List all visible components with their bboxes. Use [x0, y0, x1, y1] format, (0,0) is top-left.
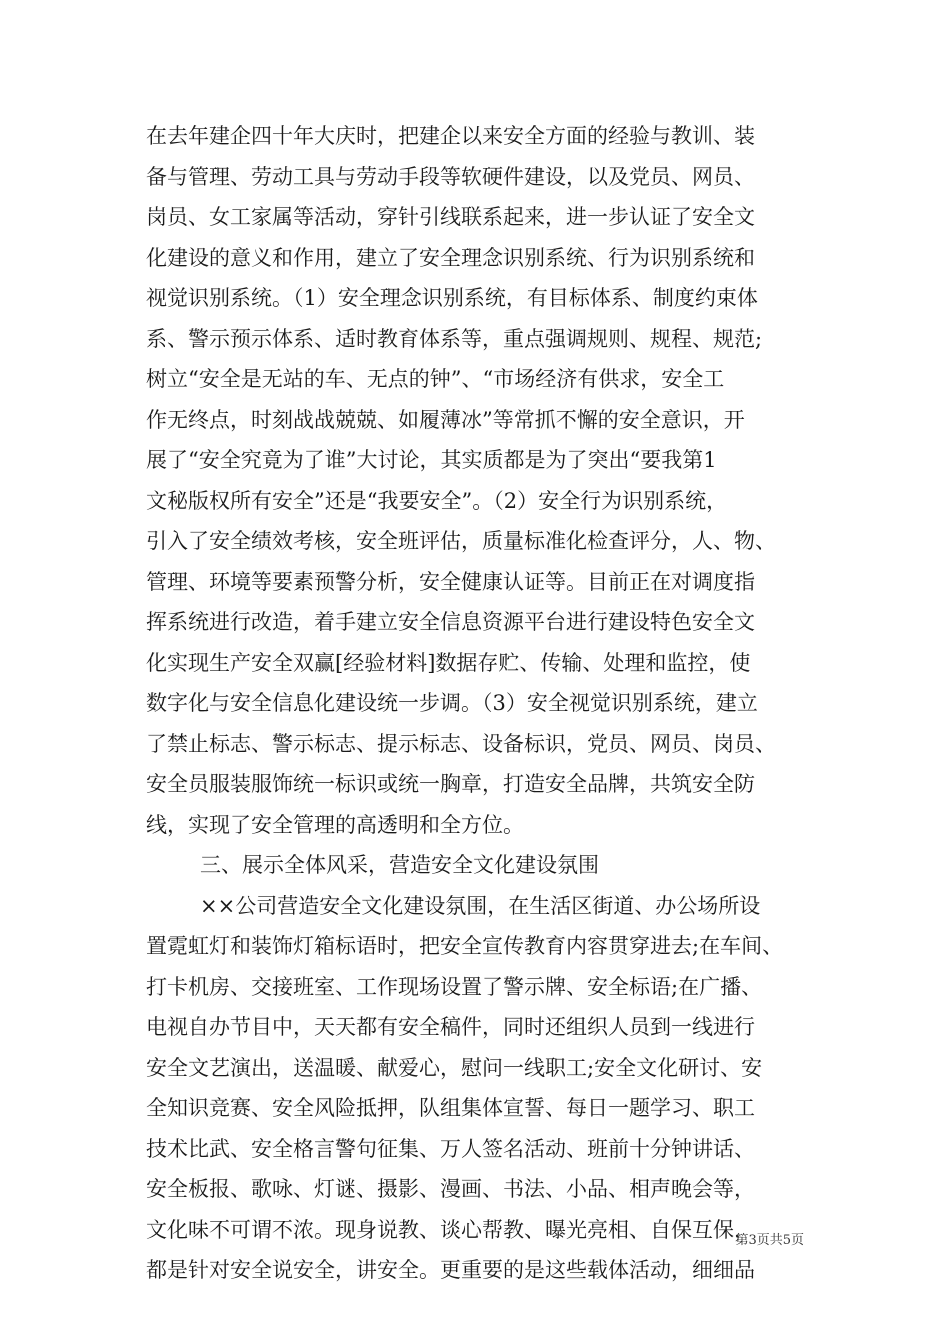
text-line: 系、警示预示体系、适时教育体系等，重点强调规则、规程、规范; [146, 326, 763, 351]
text-line: 全知识竞赛、安全风险抵押，队组集体宣誓、每日一题学习、职工 [146, 1096, 755, 1120]
text-line: 化建设的意义和作用，建立了安全理念识别系统、行为识别系统和 [146, 245, 755, 270]
text-line: 在去年建企四十年大庆时，把建企以来安全方面的经验与教训、装 [146, 124, 755, 148]
text-line: 安全文艺演出，送温暖、献爱心，慰问一线职工;安全文化研讨、安 [146, 1055, 763, 1080]
text-line: 引入了安全绩效考核，安全班评估，质量标准化检查评分，人、物、 [146, 529, 776, 553]
document-body [146, 116, 826, 1291]
text-line: 文化味不可谓不浓。现身说教、谈心帮教、曝光亮相、自保互保， [146, 1217, 755, 1242]
text-line: 数字化与安全信息化建设统一步调。（3）安全视觉识别系统，建立 [146, 691, 758, 715]
text-line: 安全板报、歌咏、灯谜、摄影、漫画、书法、小品、相声晚会等， [146, 1177, 755, 1201]
text-line: 备与管理、劳动工具与劳动手段等软硬件建设，以及党员、网员、 [146, 164, 755, 189]
text-line: 管理、环境等要素预警分析，安全健康认证等。目前正在对调度指 [146, 569, 755, 594]
text-line: 置霓虹灯和装饰灯箱标语时，把安全宣传教育内容贯穿进去;在车间、 [146, 934, 784, 958]
text-line: 线，实现了安全管理的高透明和全方位。 [146, 812, 524, 837]
section-heading: 三、展示全体风采，营造安全文化建设氛围 [200, 853, 599, 877]
text-line: 了禁止标志、警示标志、提示标志、设备标识，党员、网员、岗员、 [146, 731, 776, 756]
page-number: 第3页共5页 [735, 1233, 804, 1248]
text-line: 打卡机房、交接班室、工作现场设置了警示牌、安全标语;在广播、 [146, 974, 763, 999]
text-line: 安全员服装服饰统一标识或统一胸章，打造安全品牌，共筑安全防 [146, 772, 755, 796]
text-line: 挥系统进行改造，着手建立安全信息资源平台进行建设特色安全文 [146, 610, 755, 634]
text-line: 视觉识别系统。（1）安全理念识别系统，有目标体系、制度约束体 [146, 286, 758, 310]
paragraph-start-line: ××公司营造安全文化建设氛围，在生活区街道、办公场所设 [200, 893, 761, 918]
text-line: 都是针对安全说安全，讲安全。更重要的是这些载体活动，细细品 [146, 1258, 755, 1282]
text-line: 技术比武、安全格言警句征集、万人签名活动、班前十分钟讲话、 [146, 1136, 755, 1161]
text-line: 作无终点，时刻战战兢兢、如履薄冰”等常抓不懈的安全意识，开 [146, 407, 745, 432]
text-line: 岗员、女工家属等活动，穿针引线联系起来，进一步认证了安全文 [146, 205, 755, 229]
text-line: 树立“安全是无站的车、无点的钟”、“市场经济有供求，安全工 [146, 367, 725, 391]
text-line: 文秘版权所有安全”还是“我要安全”。（2）安全行为识别系统， [146, 488, 728, 513]
text-line: 化实现生产安全双赢[经验材料]数据存贮、传输、处理和监控，使 [146, 650, 751, 675]
text-line: 电视自办节目中，天天都有安全稿件，同时还组织人员到一线进行 [146, 1015, 755, 1039]
text-line: 展了“安全究竟为了谁”大讨论，其实质都是为了突出“要我第1 [146, 448, 717, 472]
